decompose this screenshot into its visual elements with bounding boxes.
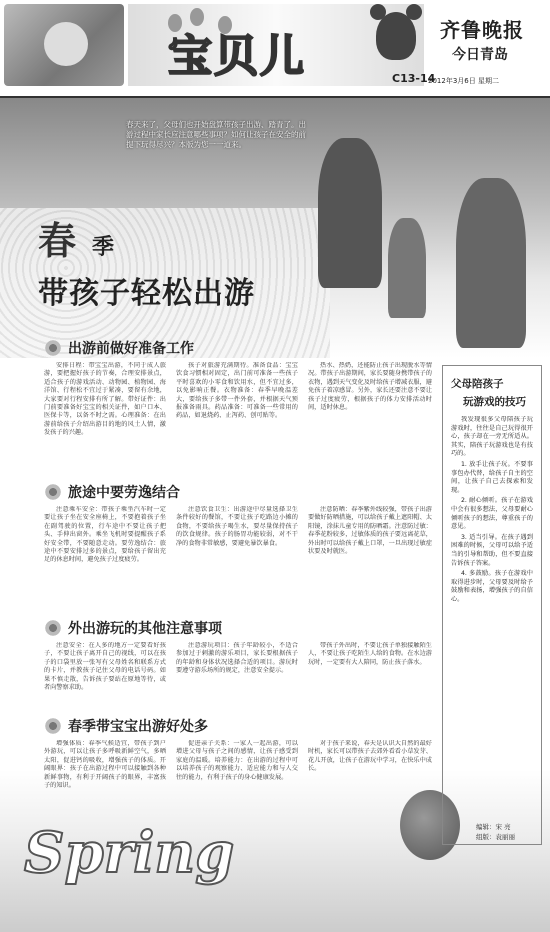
page-header: [0, 0, 550, 98]
hero-image: [0, 98, 550, 358]
section-heading: [44, 338, 194, 358]
article-column: [176, 642, 298, 712]
spring-logo: Spring: [24, 820, 235, 886]
sidebar-paragraph: 我发现很多父母陪孩子玩游戏时，往往是自己玩得很开心，孩子却在一旁无所适从。其实，陪孩子玩游戏也是有技巧的。: [451, 416, 533, 458]
page-code: C13-14: [392, 72, 436, 85]
section-title: 宝贝儿: [168, 31, 306, 82]
issue-date: 2012年3月6日 星期二: [428, 77, 499, 85]
article-paragraph: 注意乘车安全：带孩子乘坐汽车时一定要让孩子坐在安全座椅上，不要抱着孩子坐在副驾驶的位置，行车途中不要让孩子把头、手伸出窗外。乘坐飞机时要提醒孩子系好安全带，不要随意走动。要劳逸结合：旅途中不要安排过多的景点，要给孩子留出充足的休息时间，避免孩子过度疲劳。: [44, 506, 166, 564]
sidebar-box: [442, 365, 542, 845]
article-paragraph: 注意游玩项目：孩子年龄较小，不适合参加过于刺激的游乐项目，家长要根据孩子的年龄和身体状况选择合适的项目。游玩时要遵守游乐场所的规定，注意安全提示。: [176, 642, 298, 675]
layout-credit: 组版：袁丽丽: [476, 833, 515, 841]
editor-credit: 编辑：宋 亮: [476, 823, 511, 831]
section-heading: [44, 716, 208, 736]
cartoon-mouse-icon: [376, 12, 416, 60]
flower-icon: [44, 483, 62, 501]
sidebar-title: 父母陪孩子: [451, 378, 504, 390]
header-family-photo: [4, 4, 124, 86]
sidebar-body: [451, 416, 533, 820]
spring-character: 春: [38, 218, 77, 263]
article-column: [308, 362, 432, 480]
section-heading: [44, 482, 180, 502]
article-paragraph: 安排日程：带宝宝出游，不同于成人旅游，要把握好孩子的节奏，合理安排景点，适合孩子的游戏活动、动物园、植物园、海洋馆、行程松不宜过于紧凑，要留有余地，大家要对行程安排有所了解。带好证件：出门前要准备好宝宝的相关证件，如户口本、医保卡等，以备不时之需。心理准备：在出游前给孩子介绍出游目的地的风土人情，激发孩子的兴趣。: [44, 362, 166, 437]
edition-name: 今日青岛: [452, 47, 508, 63]
sidebar-subtitle: 玩游戏的技巧: [463, 396, 526, 408]
flower-icon: [44, 339, 62, 357]
section-heading-text: 春季带宝宝出游好处多: [68, 719, 208, 735]
article-column: [176, 506, 298, 616]
article-paragraph: 注意安全：在人多的地方一定要看好孩子，不要让孩子离开自己的视线，可以在孩子的口袋里放一张写有父母姓名和联系方式的卡片，并教孩子记住父母的电话号码。如果不慎走散，告诉孩子要站在原地等待，或者向警察求助。: [44, 642, 166, 692]
main-headline: 带孩子轻松出游: [38, 276, 255, 311]
section-heading: [44, 618, 222, 638]
section-heading-text: 出游前做好准备工作: [68, 341, 194, 357]
child-figure-image: [388, 218, 426, 318]
intro-text: 春天来了，父母们也开始盘算带孩子出游、踏青了。出游过程中家长应注意哪些事项？如何让孩子在安全的前提下玩得尽兴？本版为您一一道来。: [126, 120, 306, 149]
section-heading-text: 旅途中要劳逸结合: [68, 485, 180, 501]
article-column: [308, 642, 432, 712]
article-column: [44, 642, 166, 712]
father-figure-image: [318, 138, 382, 288]
flower-icon: [44, 619, 62, 637]
article-column: [44, 506, 166, 616]
article-paragraph: 注意饮食卫生：出游途中尽量选择卫生条件较好的餐馆，不要让孩子吃路边小摊的食物，不要给孩子喝生水，要尽量保持孩子的饮食规律。孩子的肠胃功能较弱，对不干净的食物非常敏感，要避免暴饮暴食。: [176, 506, 298, 547]
article-paragraph: 促进亲子关系：一家人一起出游，可以增进父母与孩子之间的感情，让孩子感受到家庭的温暖。培养能力：在出游的过程中可以培养孩子的观察能力、适应能力和与人交往的能力，有利于孩子的身心健康发展。: [176, 740, 298, 781]
sidebar-paragraph: 1. 放手让孩子玩。不要事事包办代替，给孩子自主的空间，让孩子自己去探索和发现。: [451, 460, 533, 494]
article-column: [44, 362, 166, 480]
article-paragraph: 对于孩子来说，春天是认识大自然的最好时机，家长可以带孩子去郊外看看小草发芽、花儿开放，让孩子在游玩中学习，在快乐中成长。: [308, 740, 432, 773]
article-paragraph: 孩子对旅游充满期待。准备食品：宝宝饮食习惯相对固定，出门前可准备一些孩子平时喜欢的小零食和饮用水，但不宜过多，以免影响正餐。衣物准备：春季早晚温差大，要给孩子多带一件外套，并根据天气预报准备雨具。药品准备：可准备一些常用的药品，如退烧药、止泻药、创可贴等。: [176, 362, 298, 420]
sidebar-paragraph: 2. 耐心倾听。孩子在游戏中会有很多想法，父母要耐心倾听孩子的想法，尊重孩子的意见。: [451, 497, 533, 531]
section-heading-text: 外出游玩的其他注意事项: [68, 621, 222, 637]
mother-child-figure-image: [456, 178, 526, 348]
article-paragraph: 注意防晒：春季紫外线较强，带孩子出游要做好防晒措施，可以给孩子戴上遮阳帽、太阳镜，涂抹儿童专用的防晒霜。注意防过敏：春季花粉较多，过敏体质的孩子要远离花草，外出时可以给孩子戴上口罩，一旦出现过敏症状要及时就医。: [308, 506, 432, 556]
sidebar-paragraph: 3. 适当引导。在孩子遇到困难的时候，父母可以给予适当的引导和帮助，但不要直接告诉孩子答案。: [451, 533, 533, 567]
season-character: 季: [92, 235, 115, 260]
newspaper-name: 齐鲁晚报: [440, 18, 524, 42]
article-paragraph: 热水、热奶，还能防止孩子出现脱水等情况。带孩子出游期间，家长要随身携带孩子的衣物，遇到天气变化及时给孩子增减衣服，避免孩子着凉感冒。另外，家长还要注意不要让孩子过度疲劳，根据孩子的体力安排活动时间，适时休息。: [308, 362, 432, 412]
sidebar-paragraph: 4. 多鼓励。孩子在游戏中取得进步时，父母要及时给予鼓励和表扬，增强孩子的自信心。: [451, 570, 533, 603]
flower-icon: [44, 717, 62, 735]
article-paragraph: 增强体质：春季气候适宜，带孩子到户外游玩，可以让孩子多呼吸新鲜空气，多晒太阳，促进钙的吸收，增强孩子的体质。开阔眼界：孩子在出游过程中可以接触到各种新鲜事物，有利于开阔孩子的眼界，丰富孩子的知识。: [44, 740, 166, 790]
article-column: [308, 506, 432, 616]
child-face-image: [44, 22, 88, 66]
article-column: [176, 740, 298, 812]
article-paragraph: 带孩子外出时，不要让孩子单独接触陌生人，不要让孩子吃陌生人给的食物。在水边游玩时，一定要有大人陪同，防止孩子落水。: [308, 642, 432, 666]
article-column: [176, 362, 298, 480]
article-column: [44, 740, 166, 812]
